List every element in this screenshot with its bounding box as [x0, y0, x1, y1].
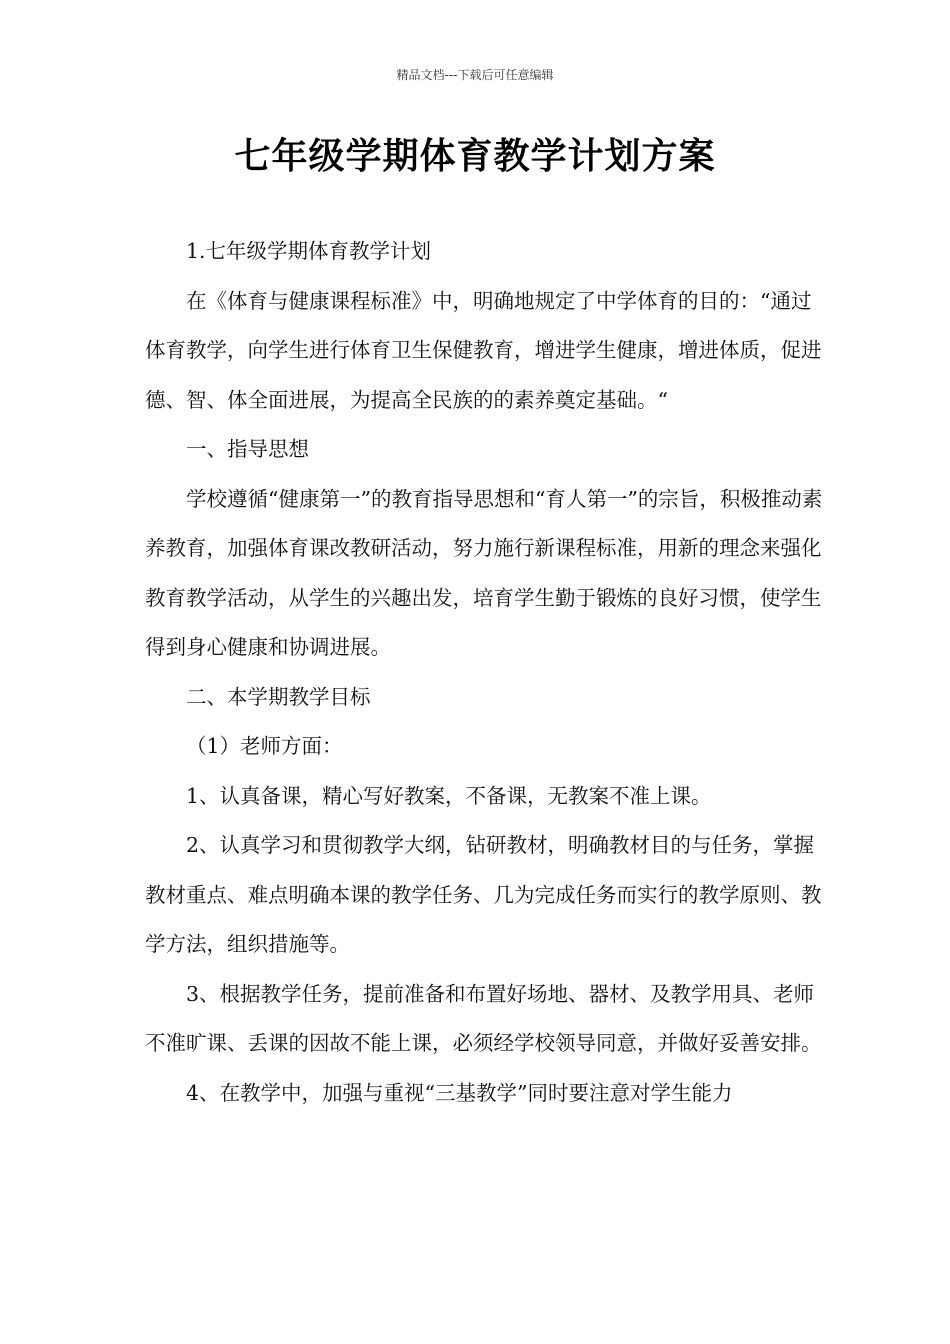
header-note: 精品文档---下载后可任意编辑: [396, 68, 554, 82]
paragraph-heading-teaching-goals: 二、本学期教学目标: [186, 684, 371, 709]
paragraph-item-3: 3、根据教学任务，提前准备和布置好场地、器材、及教学用具、老师不准旷课、丢课的因故不能上课，必须经学校领导同意，并做好妥善安排。: [145, 981, 822, 1055]
paragraph-item-2: 2、认真学习和贯彻教学大纲，钻研教材，明确教材目的与任务，掌握教材重点、难点明确本课的教学任务、几为完成任务而实行的教学原则、教学方法，组织措施等。: [145, 833, 822, 956]
document-body: [145, 227, 825, 1118]
paragraph-guiding-ideology: 学校遵循“健康第一”的教育指导思想和“育人第一”的宗旨，积极推动素养教育，加强体育课改教研活动，努力施行新课程标准，用新的理念来强化教育教学活动，从学生的兴趣出发，培育学生勤于锻炼的良好习惯，使学生得到身心健康和协调进展。: [145, 486, 823, 659]
paragraph-section-heading: 1.七年级学期体育教学计划: [186, 239, 432, 263]
paragraph-item-1: 1、认真备课，精心写好教案，不备课，无教案不准上课。: [186, 783, 712, 808]
document-title: 七年级学期体育教学计划方案: [234, 136, 716, 177]
paragraph-intro: 在《体育与健康课程标准》中，明确地规定了中学体育的目的：“通过体育教学，向学生进行体育卫生保健教育，增进学生健康，增进体质，促进德、智、体全面进展，为提高全民族的的素养奠定基础。“: [145, 288, 822, 412]
paragraph-heading-guiding-ideology: 一、指导思想: [186, 437, 309, 461]
paragraph-teacher-aspect: （1）老师方面：: [186, 734, 343, 758]
paragraph-item-4: 4、在教学中，加强与重视“三基教学”同时要注意对学生能力: [186, 1080, 733, 1105]
